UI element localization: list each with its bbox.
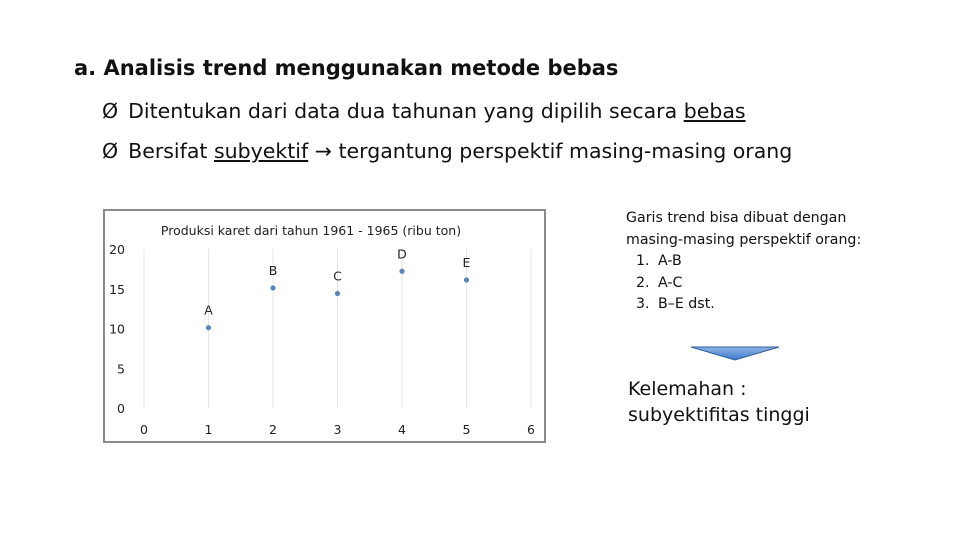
weakness-line-1: Kelemahan : — [628, 378, 747, 400]
note-intro-line-2: masing-masing perspektif orang: — [626, 231, 862, 248]
data-point-label: B — [268, 262, 278, 278]
bullet-2-underlined-text: subyektif — [213, 139, 309, 163]
arrowhead-bullet-icon: Ø — [102, 139, 119, 163]
y-tick-label: 20 — [109, 242, 125, 257]
x-tick-label: 4 — [398, 422, 406, 437]
y-tick-label: 5 — [117, 361, 125, 377]
note-list-item: 2. A-C — [654, 273, 861, 295]
slide-heading: a. Analisis trend menggunakan metode bebas — [74, 56, 619, 80]
x-tick-label: 5 — [462, 422, 471, 437]
data-point — [464, 277, 469, 282]
chart-title: Produksi karet dari tahun 1961 - 1965 (ribu ton) — [160, 223, 462, 238]
x-tick-label: 6 — [527, 422, 535, 437]
right-arrow-icon: → — [314, 139, 332, 163]
bullet-item-1 — [102, 99, 746, 123]
note-list-item: 1. A-B — [654, 251, 861, 273]
trend-line-note — [626, 208, 861, 316]
data-point — [270, 285, 275, 290]
bullet-1-underlined-text: bebas — [683, 99, 746, 123]
x-tick-label: 0 — [140, 422, 148, 437]
note-list — [626, 251, 861, 316]
scatter-chart — [103, 209, 546, 443]
bullet-2-text-after: tergantung perspektif masing-masing orang — [331, 139, 793, 163]
down-arrow-icon — [690, 346, 780, 362]
bullet-1-text: Ditentukan dari data dua tahunan yang dipilih secara — [128, 99, 684, 123]
y-tick-label: 0 — [117, 401, 125, 416]
x-tick-label: 2 — [269, 422, 277, 437]
data-point-label: A — [204, 302, 213, 318]
data-point — [206, 325, 211, 330]
bullet-item-2 — [102, 139, 792, 163]
weakness-text — [628, 376, 810, 428]
note-list-item: 3. B–E dst. — [654, 294, 861, 316]
chart-svg — [105, 211, 548, 445]
note-intro-line-1: Garis trend bisa dibuat dengan — [626, 210, 847, 226]
y-tick-label: 10 — [109, 321, 125, 337]
y-tick-label: 15 — [109, 281, 125, 297]
data-point — [399, 269, 404, 274]
x-tick-label: 3 — [333, 422, 342, 437]
data-point — [335, 291, 340, 296]
data-point-label: C — [333, 268, 342, 284]
arrowhead-bullet-icon: Ø — [102, 99, 119, 123]
data-point-label: D — [397, 246, 407, 262]
bullet-2-text: Bersifat — [128, 139, 214, 163]
data-point-label: E — [462, 255, 471, 271]
weakness-line-2: subyektifitas tinggi — [628, 404, 810, 426]
x-tick-label: 1 — [204, 422, 213, 437]
